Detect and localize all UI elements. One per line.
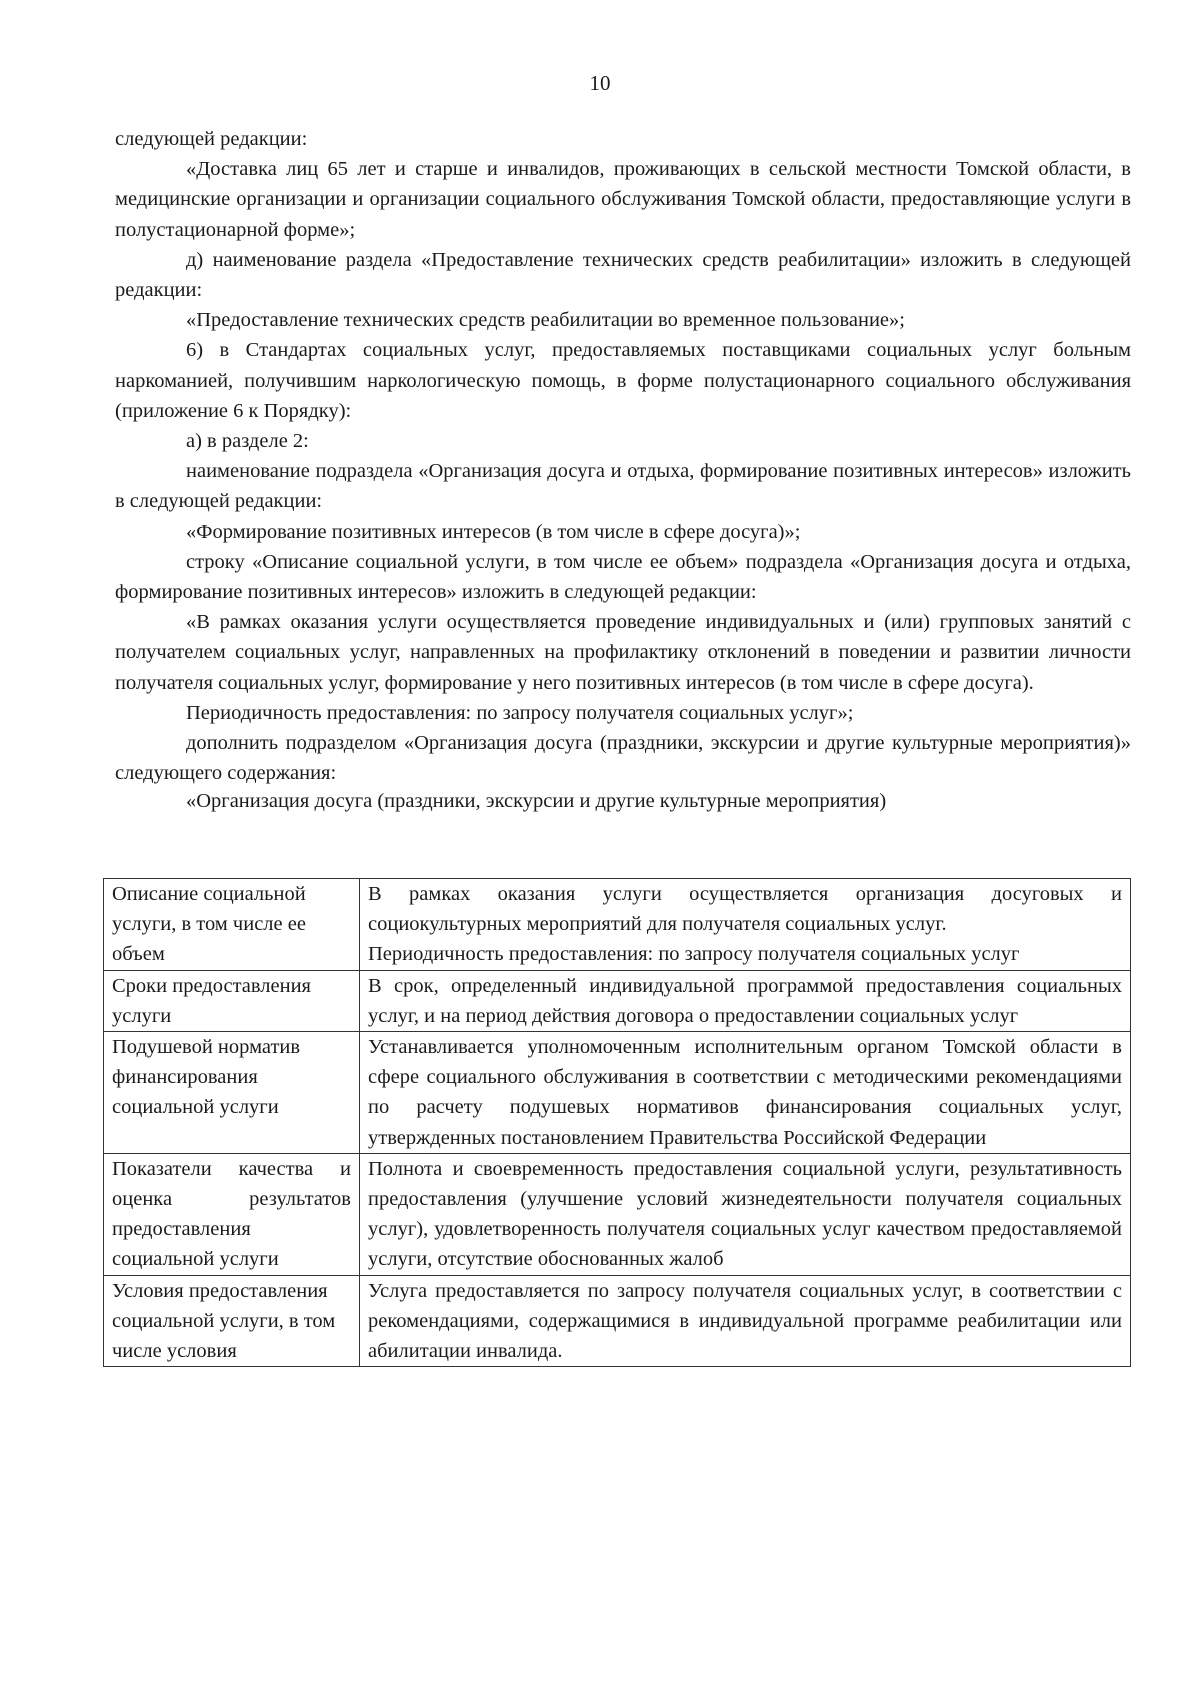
paragraph: следующей редакции: [115, 128, 308, 150]
table-cell-text: Услуга предоставляется по запросу получателя социальных услуг, в соответствии с рекомендациями, содержащимися в индивидуальной программе реабилитации или абилитации инвалида. [368, 1279, 1122, 1363]
table-cell-text: В срок, определенный индивидуальной программой предоставления социальных услуг, и на период действия договора о предоставлении социальных услуг [368, 974, 1122, 1027]
table-row-value [360, 879, 1131, 971]
document-body [115, 124, 1131, 814]
table-row [104, 879, 1131, 971]
table-row [104, 1032, 1131, 1154]
table-row-value [360, 1275, 1131, 1367]
table-row-value [360, 1032, 1131, 1154]
table-row [104, 1275, 1131, 1367]
paragraph: «Формирование позитивных интересов (в том числе в сфере досуга)»; [186, 520, 801, 543]
paragraph: а) в разделе 2: [186, 430, 309, 453]
table-row-label: Условия предоставления социальной услуги, в том числе условия [104, 1275, 360, 1367]
paragraph: Периодичность предоставления: по запросу получателя социальных услуг»; [186, 701, 854, 724]
paragraph: «Предоставление технических средств реабилитации во временное пользование»; [186, 309, 905, 332]
table-cell-text: В рамках оказания услуги осуществляется организация досуговых и социокультурных мероприятий для получателя социальных услуг. [368, 883, 1122, 936]
table-caption: «Организация досуга (праздники, экскурсии и другие культурные мероприятия) [186, 790, 887, 813]
paragraph: дополнить подразделом «Организация досуга (праздники, экскурсии и другие культурные мероприятия)» следующего содержания: [115, 732, 1131, 785]
table-row-value [360, 970, 1131, 1031]
table-row-label: Описание социальной услуги, в том числе ее объем [104, 879, 360, 971]
paragraph: «Доставка лиц 65 лет и старше и инвалидов, проживающих в сельской местности Томской области, в медицинские организации и организации социального обслуживания Томской области, предоставляющие услуги в полустационарной форме»; [115, 158, 1131, 241]
services-table [103, 878, 1131, 1367]
page-number: 10 [589, 71, 611, 95]
table-cell-text: Полнота и своевременность предоставления социальной услуги, результативность предоставления (улучшение условий жизнедеятельности получателя социальных услуг), удовлетворенность получателя социальных услуг качеством предоставляемой услуги, отсутствие обоснованных жалоб [368, 1157, 1122, 1271]
table-row-value [360, 1153, 1131, 1275]
table-row [104, 1153, 1131, 1275]
table-row [104, 970, 1131, 1031]
paragraph: «В рамках оказания услуги осуществляется проведение индивидуальных и (или) групповых занятий с получателем социальных услуг, направленных на профилактику отклонений в поведении и развитии личности получателя социальных услуг, формирование у него позитивных интересов (в том числе в сфере досуга). [115, 611, 1131, 694]
table-cell-text: Периодичность предоставления: по запросу получателя социальных услуг [368, 943, 1020, 966]
paragraph: д) наименование раздела «Предоставление технических средств реабилитации» изложить в следующей редакции: [115, 248, 1131, 302]
table-cell-text: Устанавливается уполномоченным исполнительным органом Томской области в сфере социального обслуживания в соответствии с методическими рекомендациями по расчету подушевых нормативов финансирования социальных услуг, утвержденных постановлением Правительства Российской Федерации [368, 1036, 1122, 1149]
paragraph: наименование подраздела «Организация досуга и отдыха, формирование позитивных интересов» изложить в следующей редакции: [115, 460, 1131, 513]
table-row-label: Подушевой норматив финансирования социальной услуги [104, 1032, 360, 1154]
paragraph: 6) в Стандартах социальных услуг, предоставляемых поставщиками социальных услуг больным наркоманией, получившим наркологическую помощь, в форме полустационарного социального обслуживания (приложение 6 к Порядку): [115, 339, 1131, 422]
table-row-label: Сроки предоставления услуги [104, 970, 360, 1031]
paragraph: строку «Описание социальной услуги, в том числе ее объем» подраздела «Организация досуга и отдыха, формирование позитивных интересов» изложить в следующей редакции: [115, 550, 1131, 604]
table-row-label: Показатели качества и оценка результатов предоставления социальной услуги [104, 1153, 360, 1275]
